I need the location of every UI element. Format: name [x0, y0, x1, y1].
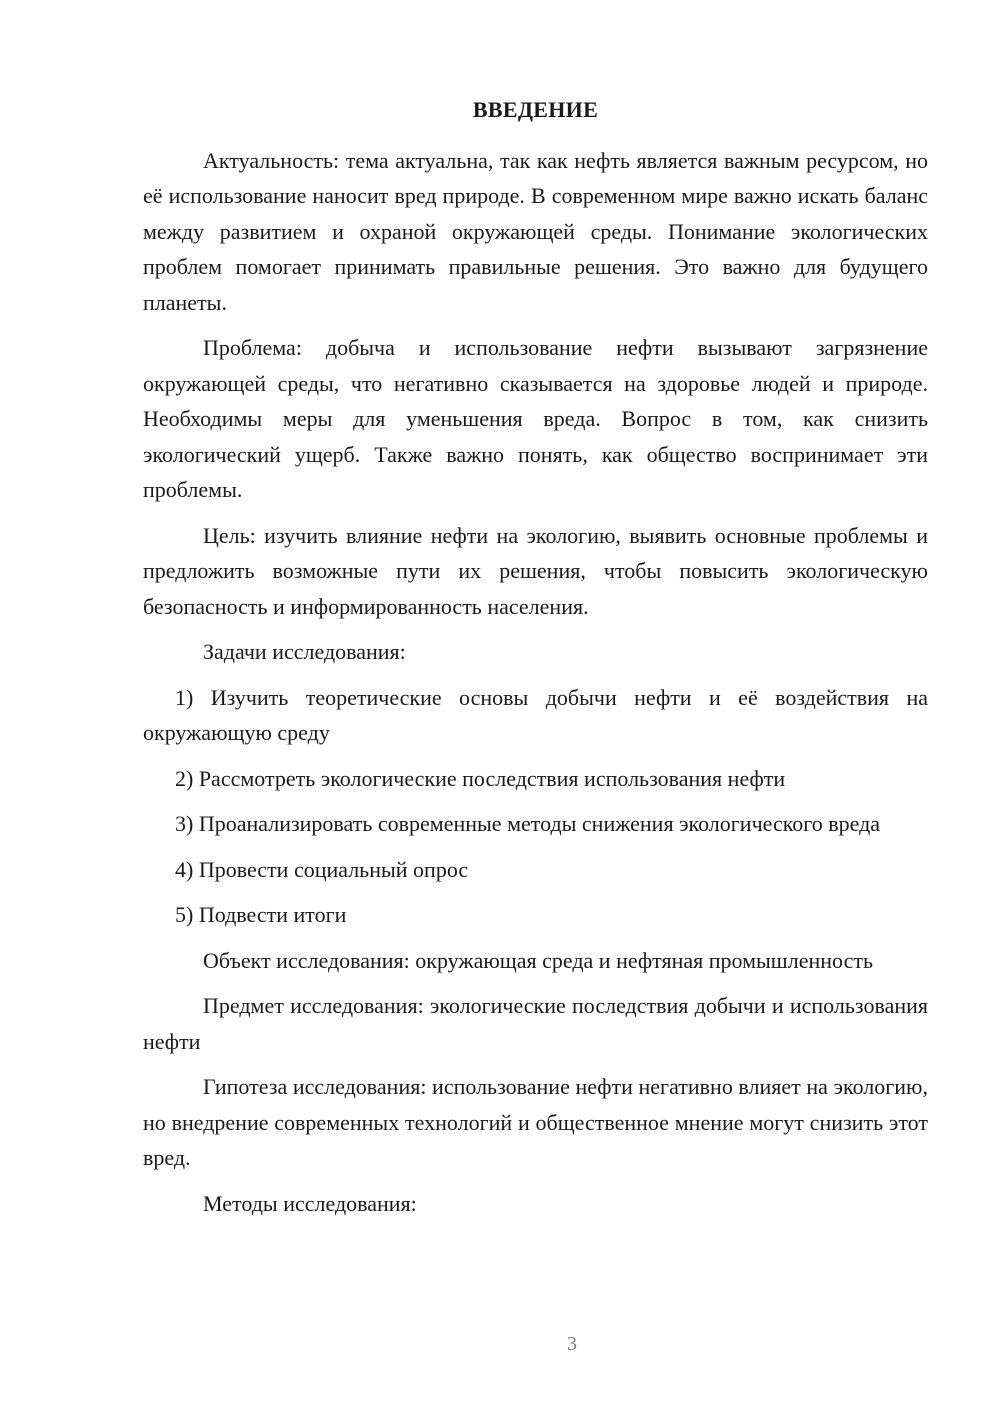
relevance-paragraph: Актуальность: тема актуальна, так как нефть является важным ресурсом, но её использование наносит вред природе. В современном мире важно искать баланс между развитием и охраной окружающей среды. Понимание экологических проблем помогает принимать правильные решения. Это важно для будущего планеты.: [143, 147, 928, 315]
task-item: 2) Рассмотреть экологические последствия использования нефти: [175, 765, 786, 791]
hypothesis-paragraph: Гипотеза исследования: использование нефти негативно влияет на экологию, но внедрение современных технологий и общественное мнение могут снизить этот вред.: [143, 1074, 928, 1170]
page-number: 3: [567, 1333, 577, 1355]
task-item: 1) Изучить теоретические основы добычи нефти и её воздействия на окружающую среду: [143, 684, 928, 745]
page-content: [143, 92, 928, 1231]
tasks-heading: Задачи исследования:: [203, 639, 406, 664]
problem-paragraph: Проблема: добыча и использование нефти вызывают загрязнение окружающей среды, что негативно сказывается на здоровье людей и природе. Необходимы меры для уменьшения вреда. Вопрос в том, как снизить экологический ущерб. Также важно понять, как общество воспринимает эти проблемы.: [143, 335, 928, 502]
task-item: 3) Проанализировать современные методы снижения экологического вреда: [175, 811, 881, 836]
section-title: ВВЕДЕНИЕ: [472, 97, 599, 122]
goal-paragraph: Цель: изучить влияние нефти на экологию, выявить основные проблемы и предложить возможные пути их решения, чтобы повысить экологическую безопасность и информированность населения.: [143, 522, 928, 619]
task-item: 5) Подвести итоги: [175, 902, 347, 927]
methods-heading: Методы исследования:: [203, 1190, 417, 1216]
object-paragraph: Объект исследования: окружающая среда и нефтяная промышленность: [203, 947, 873, 973]
subject-paragraph: Предмет исследования: экологические последствия добычи и использования нефти: [143, 993, 928, 1054]
task-item: 4) Провести социальный опрос: [175, 856, 469, 882]
